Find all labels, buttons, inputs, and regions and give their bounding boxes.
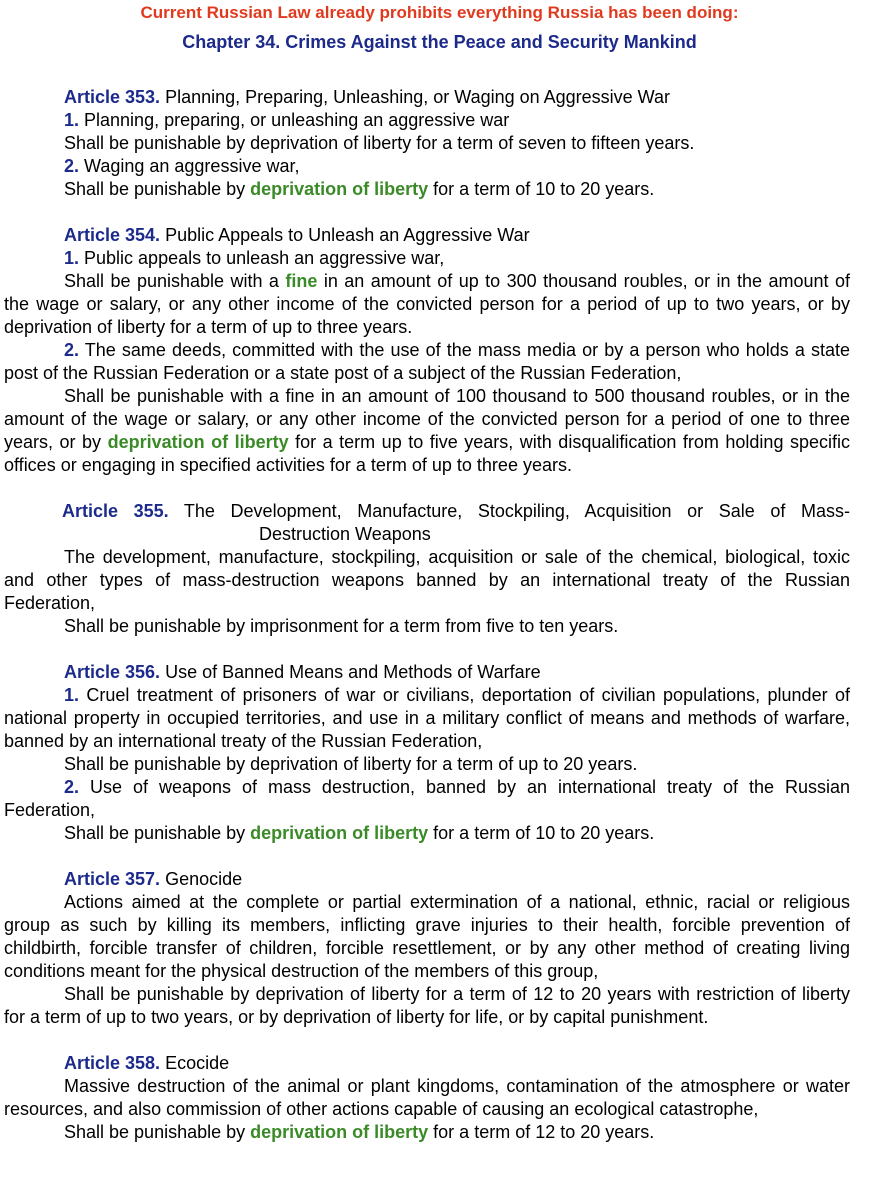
highlight-text: deprivation of liberty bbox=[250, 1122, 429, 1142]
article-title: Public Appeals to Unleash an Aggressive War bbox=[160, 225, 530, 245]
penalty bbox=[4, 270, 850, 339]
article-number: Article 357. bbox=[64, 869, 161, 889]
penalty bbox=[4, 1121, 850, 1144]
paragraph-text: Massive destruction of the animal or plant kingdoms, contamination of the atmosphere or water resources, and also commission of other actions capable of causing an ecological catastrophe, bbox=[4, 1076, 850, 1119]
article-heading bbox=[4, 661, 850, 684]
headline: Current Russian Law already prohibits everything Russia has been doing: bbox=[140, 3, 739, 22]
penalty-text: Shall be punishable by bbox=[64, 823, 251, 843]
paragraph bbox=[4, 155, 850, 178]
paragraph-text: Actions aimed at the complete or partial extermination of a national, ethnic, racial or religious group as such by killing its members, inflicting grave injuries to their health, forcible prevention of childbirth, forcible transfer of children, forcible resettlement, or by any other method of creating living conditions meant for the physical destruction of the members of this group, bbox=[4, 892, 850, 981]
article-number: Article 354. bbox=[64, 225, 161, 245]
penalty-text: for a term of 10 to 20 years. bbox=[428, 823, 655, 843]
highlight-text: deprivation of liberty bbox=[250, 179, 429, 199]
penalty bbox=[4, 822, 850, 845]
article-357 bbox=[4, 868, 850, 1029]
highlight-text: deprivation of liberty bbox=[250, 823, 429, 843]
penalty-text: Shall be punishable by bbox=[64, 179, 251, 199]
highlight-text: fine bbox=[285, 271, 318, 291]
penalty bbox=[4, 178, 850, 201]
paragraph-number: 1. bbox=[64, 685, 80, 705]
paragraph-text: Cruel treatment of prisoners of war or civilians, deportation of civilian populations, plunder of national property in occupied territories, and use in a military conflict of means and methods of warfare, banned by an international treaty of the Russian Federation, bbox=[4, 685, 850, 751]
article-heading bbox=[4, 868, 850, 891]
article-heading bbox=[4, 224, 850, 247]
penalty-text: Shall be punishable with a bbox=[64, 271, 286, 291]
article-heading bbox=[4, 1052, 850, 1075]
article-title-continued: Destruction Weapons bbox=[259, 524, 431, 544]
article-heading bbox=[4, 500, 850, 523]
paragraph-text: Use of weapons of mass destruction, banned by an international treaty of the Russian Federation, bbox=[4, 777, 850, 820]
paragraph bbox=[4, 109, 850, 132]
article-number: Article 355. bbox=[62, 501, 169, 521]
paragraph bbox=[4, 247, 850, 270]
paragraph bbox=[4, 339, 850, 385]
article-title: Planning, Preparing, Unleashing, or Waging on Aggressive War bbox=[160, 87, 671, 107]
paragraph-number: 2. bbox=[64, 777, 80, 797]
article-353 bbox=[4, 86, 850, 201]
article-title: Genocide bbox=[160, 869, 243, 889]
penalty: Shall be punishable by deprivation of liberty for a term of seven to fifteen years. bbox=[64, 133, 695, 153]
paragraph bbox=[4, 684, 850, 753]
highlight-text: deprivation of liberty bbox=[107, 432, 289, 452]
paragraph-text: The development, manufacture, stockpiling, acquisition or sale of the chemical, biological, toxic and other types of mass-destruction weapons banned by an international treaty of the Russian Federation, bbox=[4, 547, 850, 613]
article-358 bbox=[4, 1052, 850, 1144]
paragraph-text: The same deeds, committed with the use of the mass media or by a person who holds a state post of the Russian Federation or a state post of a subject of the Russian Federation, bbox=[4, 340, 850, 383]
paragraph-number: 2. bbox=[64, 340, 80, 360]
article-number: Article 353. bbox=[64, 87, 161, 107]
penalty-text: Shall be punishable by bbox=[64, 1122, 251, 1142]
paragraph-number: 1. bbox=[64, 248, 80, 268]
article-number: Article 356. bbox=[64, 662, 161, 682]
penalty: Shall be punishable by deprivation of liberty for a term of 12 to 20 years with restriction of liberty for a term of up to two years, or by deprivation of liberty for life, or by capital punishment. bbox=[4, 984, 850, 1027]
paragraph-number: 2. bbox=[64, 156, 80, 176]
penalty-text: for a term up to five years, with disqualification from holding specific offices or engaging in specified activities for a term of up to three years. bbox=[4, 432, 850, 475]
penalty: Shall be punishable by imprisonment for a term from five to ten years. bbox=[64, 616, 619, 636]
paragraph-number: 1. bbox=[64, 110, 80, 130]
article-title: Ecocide bbox=[160, 1053, 230, 1073]
penalty bbox=[4, 385, 850, 477]
article-354 bbox=[4, 224, 850, 477]
article-title: Use of Banned Means and Methods of Warfare bbox=[160, 662, 541, 682]
penalty-text: for a term of 12 to 20 years. bbox=[428, 1122, 655, 1142]
penalty-text: in an amount of up to 300 thousand roubles, or in the amount of the wage or salary, or any other income of the convicted person for a period of up to two years, or by deprivation of liberty for a term of up to three years. bbox=[4, 271, 850, 337]
paragraph-text: Waging an aggressive war, bbox=[79, 156, 300, 176]
article-title: The Development, Manufacture, Stockpiling, Acquisition or Sale of Mass- bbox=[168, 501, 850, 521]
article-number: Article 358. bbox=[64, 1053, 161, 1073]
penalty: Shall be punishable by deprivation of liberty for a term of up to 20 years. bbox=[64, 754, 638, 774]
paragraph bbox=[4, 776, 850, 822]
penalty-text: Shall be punishable with a fine in an amount of 100 thousand to 500 thousand roubles, or in the amount of the wage or salary, or any other income of the convicted person for a period of one to three years, or by bbox=[4, 386, 850, 452]
article-heading bbox=[4, 86, 850, 109]
article-355 bbox=[4, 500, 850, 638]
chapter-title: Chapter 34. Crimes Against the Peace and Security Mankind bbox=[182, 32, 697, 52]
article-356 bbox=[4, 661, 850, 845]
paragraph-text: Planning, preparing, or unleashing an aggressive war bbox=[79, 110, 510, 130]
penalty-text: for a term of 10 to 20 years. bbox=[428, 179, 655, 199]
articles-body bbox=[4, 86, 850, 1167]
paragraph-text: Public appeals to unleash an aggressive war, bbox=[79, 248, 445, 268]
